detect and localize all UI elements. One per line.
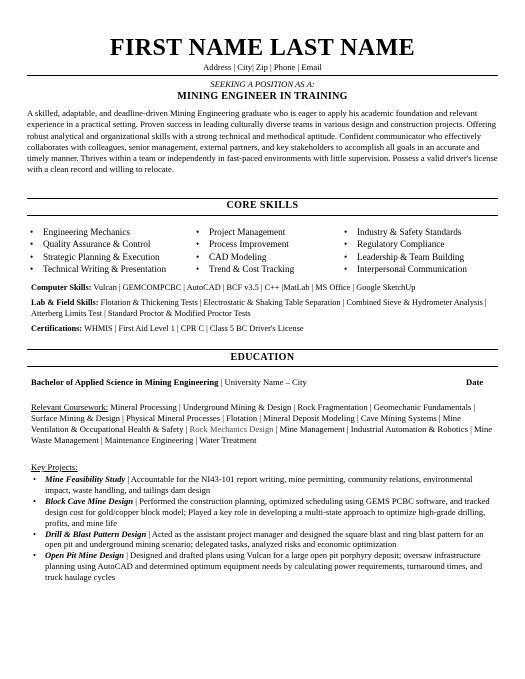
project-title: Mine Feasibility Study <box>45 474 126 484</box>
skill-item: • Regulatory Compliance <box>344 238 467 250</box>
coursework-label: Relevant Coursework: <box>31 402 109 412</box>
certifications <box>31 324 501 335</box>
project-description: | Designed and drafted plans using Vulcan for a large open pit porphyry deposit; oversaw infrastructure planning using AutoCAD and determined optimum equipment needs by calculating power requirements, turnaround times, and truck haulage cycles <box>45 550 483 583</box>
professional-summary: A skilled, adaptable, and deadline-driven Mining Engineering graduate who is eager to apply his academic foundation and relevant experience in a practical setting. Proven success in leading culturally diverse teams in various design and construction projects. Offering robust analytical and organizational skills with a strong technical and methodical aptitude. Confident communicator who effectively collaborates with colleagues, senior management, external partners, and key stakeholders to accomplish all goals in an accurate and timely manner. Thrives within a team or independently in fast-paced environments with little supervision. Possess a valid driver's license with a clean record and willing to relocate. <box>27 108 498 175</box>
school-name: | University Name – City <box>220 377 307 387</box>
target-position: MINING ENGINEER IN TRAINING <box>177 91 348 102</box>
header-divider <box>27 75 498 76</box>
skills-column-3 <box>344 226 467 276</box>
coursework-highlight: Rock Mechanics Design <box>189 423 274 434</box>
lab-skills-text: Flotation & Thickening Tests | Electrostatic & Shaking Table Separation | Combined Sieve & Hydrometer Analysis | Atterberg Limits Test | Standard Proctor & Modified Proctor Tests <box>31 298 487 318</box>
lab-field-skills <box>31 298 501 320</box>
coursework-list-continued: | Mine Management | Industrial Automation & Robotics | Mine Waste Management | Maintenance Engineering | Water Treatment <box>31 423 493 445</box>
computer-skills-label: Computer Skills: <box>31 283 92 292</box>
skill-item: • Engineering Mechanics <box>30 226 166 238</box>
project-item <box>31 474 497 496</box>
project-title: Open Pit Mine Design <box>45 550 125 561</box>
project-item <box>31 496 497 529</box>
skill-item: • Project Management <box>196 226 294 238</box>
degree-title: Bachelor of Applied Science in Mining Engineering <box>31 377 219 387</box>
skill-item: • Process Improvement <box>196 238 294 250</box>
degree-line <box>31 377 501 388</box>
core-skills-heading: CORE SKILLS <box>226 200 299 211</box>
skill-item: • CAD Modeling <box>196 251 294 263</box>
certifications-label: Certifications: <box>31 324 83 333</box>
key-projects-list <box>31 474 497 583</box>
education-bottom-divider <box>27 366 498 367</box>
coursework-list: Mineral Processing | Underground Mining & Design | Rock Fragmentation | Geomechanic Fundamentals | Surface Mining & Design | Physical Mineral Processes | Flotation | Mineral Deposit Modeling | Cave Mining Systems | Mine Ventilation & Occupational Health & Safety | <box>31 402 476 434</box>
skills-column-1 <box>30 226 166 276</box>
project-title: Drill & Blast Pattern Design <box>45 528 147 539</box>
project-title: Block Cave Mine Design <box>45 495 134 506</box>
project-item <box>31 550 497 583</box>
candidate-name: FIRST NAME LAST NAME <box>109 35 416 61</box>
skill-item: • Strategic Planning & Execution <box>30 251 166 263</box>
skills-column-2 <box>196 226 294 276</box>
skill-item: • Interpersonal Communication <box>344 263 467 275</box>
skill-item: • Technical Writing & Presentation <box>30 263 166 275</box>
computer-skills-text: Vulcan | GEMCOMPCBC | AutoCAD | BCF v3.5 | C++ |MatLab | MS Office | Google SketchUp <box>93 283 416 292</box>
skill-item: • Leadership & Team Building <box>344 251 467 263</box>
skill-item: • Industry & Safety Standards <box>344 226 467 238</box>
project-description: | Accountable for the NI43-101 report writing, mine permitting, community relations, environmental impact, waste handling, and tailings dam design <box>45 474 473 495</box>
computer-skills <box>31 283 501 294</box>
project-description: | Performed the construction planning, optimized scheduling using GEMS PCBC software, and tracked design cost for gold/copper block model; Played a key role in developing a multi-state approach to optimize high-grade drilling, profits, and mine life <box>45 495 490 528</box>
certifications-text: WHMIS | First Aid Level 1 | CPR C | Class 5 BC Driver's License <box>84 324 304 333</box>
core-skills-bottom-divider <box>27 215 498 216</box>
skill-item: • Trend & Cost Tracking <box>196 263 294 275</box>
graduation-date: Date <box>466 377 484 387</box>
education-top-divider <box>27 349 498 350</box>
project-item <box>31 529 497 551</box>
lab-skills-label: Lab & Field Skills: <box>31 298 99 307</box>
key-projects-label: Key Projects: <box>31 462 78 472</box>
relevant-coursework <box>31 402 499 446</box>
skill-item: • Quality Assurance & Control <box>30 238 166 250</box>
seeking-label: SEEKING A POSITION AS A: <box>210 79 315 89</box>
education-heading: EDUCATION <box>230 352 295 363</box>
project-description: | Acted as the assistant project manager and designed the square blast and ring blast pattern for an open pit and underground mining scenario; delegated tasks, analyzed risks and economic optimization <box>45 528 484 550</box>
contact-line: Address | City| Zip | Phone | Email <box>203 62 322 72</box>
core-skills-top-divider <box>27 198 498 199</box>
